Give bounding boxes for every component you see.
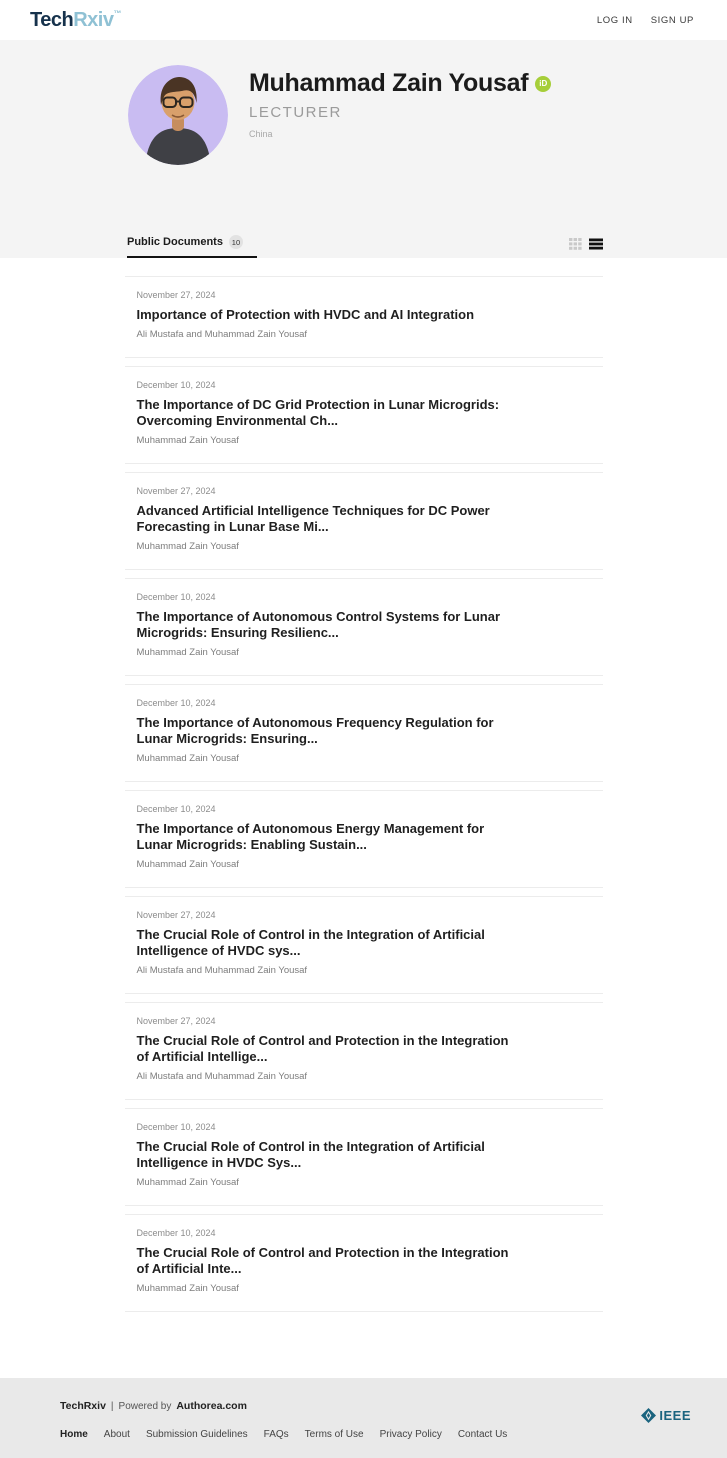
document-date: November 27, 2024 <box>136 486 216 496</box>
document-date: December 10, 2024 <box>136 698 216 708</box>
document-title[interactable]: The Crucial Role of Control and Protection in the Integration of Artificial Inte... <box>136 1245 509 1276</box>
list-view-icon[interactable] <box>589 238 603 250</box>
tab-public-documents-label: Public Documents <box>127 236 223 248</box>
footer-link-privacy-policy[interactable]: Privacy Policy <box>379 1429 442 1440</box>
document-list-item[interactable] <box>125 1002 603 1100</box>
document-authors: Muhammad Zain Yousaf <box>136 859 239 870</box>
document-list-item[interactable] <box>125 366 603 464</box>
orcid-icon[interactable]: iD <box>535 76 551 92</box>
footer-link-about[interactable]: About <box>103 1429 130 1440</box>
logo-trademark: ™ <box>113 8 121 18</box>
footer-link-faqs[interactable]: FAQs <box>263 1429 289 1440</box>
auth-nav <box>597 15 694 26</box>
document-authors: Muhammad Zain Yousaf <box>136 647 239 658</box>
document-date: November 27, 2024 <box>136 1016 216 1026</box>
document-title[interactable]: The Importance of Autonomous Control Systems for Lunar Microgrids: Ensuring Resilienc... <box>136 609 501 640</box>
documents-list <box>125 258 603 1320</box>
profile-hero <box>0 40 727 258</box>
document-list-item[interactable] <box>125 896 603 994</box>
tab-public-documents[interactable] <box>127 235 257 258</box>
profile-name: Muhammad Zain Yousaf <box>249 69 529 97</box>
document-list-item[interactable] <box>125 790 603 888</box>
document-title[interactable]: The Importance of DC Grid Protection in Lunar Microgrids: Overcoming Environmental Ch... <box>136 397 500 428</box>
ieee-logo[interactable] <box>641 1408 691 1423</box>
document-authors: Ali Mustafa and Muhammad Zain Yousaf <box>136 329 308 340</box>
footer-divider: | <box>110 1400 114 1412</box>
document-title[interactable]: The Importance of Autonomous Frequency Regulation for Lunar Microgrids: Ensuring... <box>136 715 494 746</box>
footer-link-contact-us[interactable]: Contact Us <box>457 1429 508 1440</box>
avatar-illustration <box>128 65 228 165</box>
document-date: December 10, 2024 <box>136 592 216 602</box>
document-date: December 10, 2024 <box>136 804 216 814</box>
footer-link-home[interactable]: Home <box>60 1429 88 1440</box>
footer-links <box>60 1429 691 1440</box>
ieee-diamond-icon <box>641 1408 656 1423</box>
document-authors: Muhammad Zain Yousaf <box>136 753 239 764</box>
document-title[interactable]: The Crucial Role of Control and Protection in the Integration of Artificial Intellige... <box>136 1033 509 1064</box>
footer-link-terms-of-use[interactable]: Terms of Use <box>304 1429 364 1440</box>
document-date: November 27, 2024 <box>136 910 216 920</box>
footer-powered-by: Powered by <box>118 1400 172 1412</box>
document-title[interactable]: The Crucial Role of Control in the Integration of Artificial Intelligence in HVDC Sys... <box>136 1139 485 1170</box>
document-title[interactable]: The Importance of Autonomous Energy Management for Lunar Microgrids: Enabling Sustain... <box>136 821 485 852</box>
document-authors: Ali Mustafa and Muhammad Zain Yousaf <box>136 1071 308 1082</box>
document-date: November 27, 2024 <box>136 290 216 300</box>
document-date: December 10, 2024 <box>136 1122 216 1132</box>
profile-role: LECTURER <box>249 104 342 121</box>
document-title[interactable]: Importance of Protection with HVDC and AI Integration <box>136 307 475 322</box>
document-date: December 10, 2024 <box>136 1228 216 1238</box>
document-authors: Ali Mustafa and Muhammad Zain Yousaf <box>136 965 308 976</box>
document-title[interactable]: Advanced Artificial Intelligence Techniques for DC Power Forecasting in Lunar Base Mi... <box>136 503 490 534</box>
document-list-item[interactable] <box>125 1108 603 1206</box>
ieee-logo-text: IEEE <box>659 1408 691 1423</box>
footer-brandline <box>60 1400 691 1412</box>
top-nav <box>0 0 727 40</box>
avatar <box>128 65 228 165</box>
document-authors: Muhammad Zain Yousaf <box>136 435 239 446</box>
document-title[interactable]: The Crucial Role of Control in the Integration of Artificial Intelligence of HVDC sys... <box>136 927 485 958</box>
footer-link-submission-guidelines[interactable]: Submission Guidelines <box>145 1429 248 1440</box>
footer-authorea-link[interactable]: Authorea.com <box>176 1400 247 1412</box>
techrxiv-logo[interactable] <box>30 9 121 32</box>
public-documents-count-badge: 10 <box>229 235 243 249</box>
document-authors: Muhammad Zain Yousaf <box>136 1177 239 1188</box>
document-list-item[interactable] <box>125 684 603 782</box>
footer <box>0 1378 727 1458</box>
log-in-button[interactable]: LOG IN <box>596 14 633 26</box>
tab-bar <box>127 235 603 258</box>
sign-up-button[interactable]: SIGN UP <box>650 14 694 26</box>
document-date: December 10, 2024 <box>136 380 216 390</box>
footer-brand[interactable]: TechRxiv <box>60 1400 106 1412</box>
document-list-item[interactable] <box>125 472 603 570</box>
document-list-item[interactable] <box>125 276 603 358</box>
document-list-item[interactable] <box>125 1214 603 1312</box>
logo-tech-text: Tech <box>30 8 74 31</box>
document-list-item[interactable] <box>125 578 603 676</box>
logo-rxiv-text: Rxiv <box>73 8 114 31</box>
grid-view-icon[interactable] <box>569 238 582 250</box>
document-authors: Muhammad Zain Yousaf <box>136 541 239 552</box>
document-authors: Muhammad Zain Yousaf <box>136 1283 239 1294</box>
profile-location: China <box>249 129 273 139</box>
view-toggles <box>569 238 603 258</box>
